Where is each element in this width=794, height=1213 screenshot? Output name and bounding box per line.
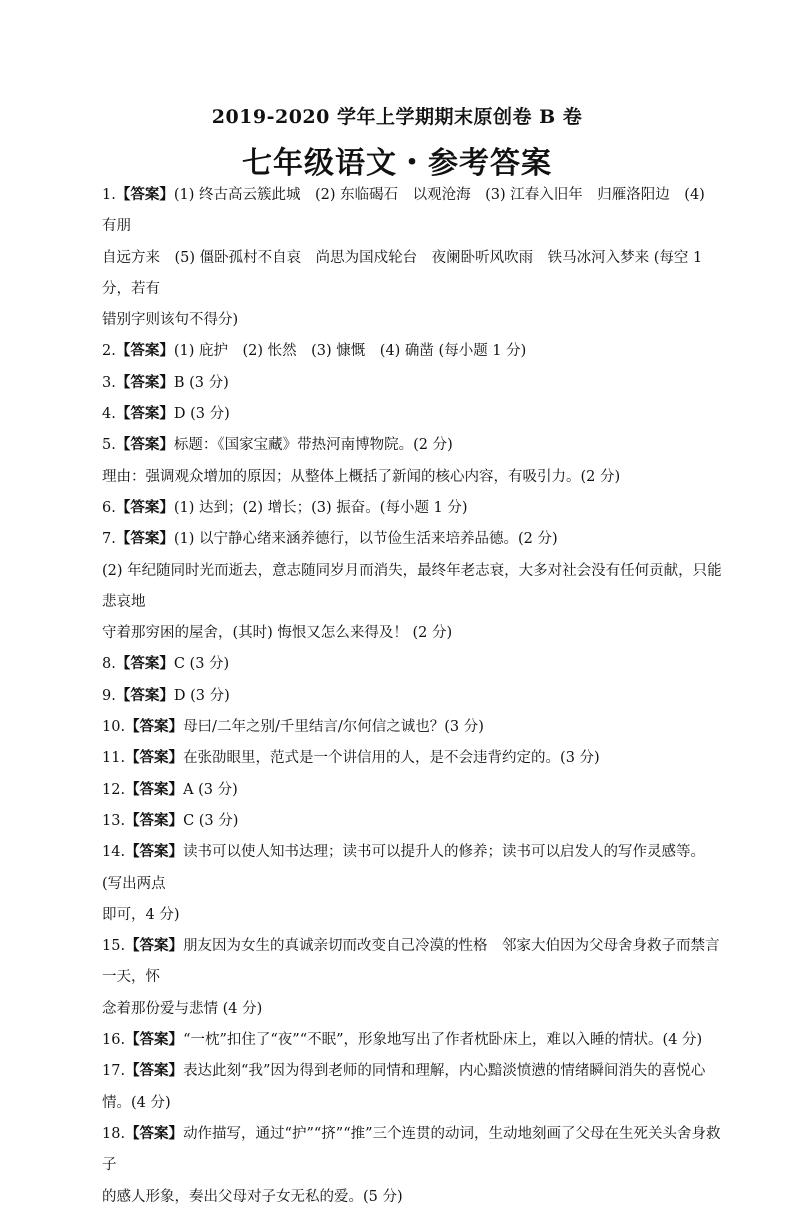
answer-tag: 【答案】 [125, 719, 184, 736]
answer-line [102, 556, 722, 619]
answer-item [102, 837, 722, 931]
question-number: 5. [102, 437, 116, 454]
answer-line [102, 618, 722, 649]
answer-text: 母曰/二年之别/千里结言/尔何信之诚也？(3 分) [183, 719, 484, 736]
answer-line [102, 493, 722, 524]
answer-item [102, 556, 722, 650]
answer-tag: 【答案】 [115, 656, 174, 673]
answer-line [102, 649, 722, 680]
answer-item [102, 180, 722, 336]
answer-tag: 【答案】 [115, 437, 174, 454]
answer-tag: 【答案】 [125, 812, 184, 829]
answer-text: C (3 分) [173, 656, 230, 673]
question-number: 6. [102, 499, 116, 516]
answer-text: 读书可以使人知书达理；读书可以提升人的修养；读书可以启发人的写作灵感等。(写出两点 [102, 844, 706, 892]
question-number: 17. [102, 1063, 126, 1080]
answer-item [102, 1025, 722, 1056]
answer-text: 表达此刻“我”因为得到老师的同情和理解，内心黯淡愤懑的情绪瞬间消失的喜悦心情。(4 分) [102, 1063, 706, 1111]
answer-item [102, 806, 722, 837]
answer-line [102, 180, 722, 243]
question-number: 11. [102, 750, 126, 767]
answer-tag: 【答案】 [115, 343, 174, 360]
answer-text: 即可，4 分) [102, 906, 180, 923]
answer-text: (1) 以宁静心绪来涵养德行，以节俭生活来培养品德。(2 分) [173, 531, 558, 548]
answer-tag: 【答案】 [115, 531, 174, 548]
answer-line [102, 712, 722, 743]
answer-item [102, 931, 722, 1025]
answer-item [102, 462, 722, 493]
question-number: 3. [102, 374, 116, 391]
answer-text: 理由：强调观众增加的原因；从整体上概括了新闻的核心内容，有吸引力。(2 分) [102, 468, 621, 485]
page-title: 七年级语文・参考答案 [242, 146, 552, 181]
answer-text: D (3 分) [173, 687, 230, 704]
answer-text: (1) 达到；(2) 增长；(3) 振奋。(每小题 1 分) [173, 499, 468, 516]
answer-tag: 【答案】 [115, 187, 174, 203]
question-number: 12. [102, 781, 126, 798]
answer-line [102, 243, 722, 306]
question-number: 8. [102, 656, 116, 673]
question-number: 16. [102, 1032, 126, 1049]
answer-item [102, 712, 722, 743]
answer-list [102, 180, 722, 1213]
answer-item [102, 336, 722, 367]
answer-tag: 【答案】 [125, 781, 184, 798]
answer-line [102, 1056, 722, 1119]
question-number: 14. [102, 844, 126, 861]
answer-tag: 【答案】 [125, 750, 184, 767]
answer-line [102, 837, 722, 900]
answer-text: 标题：《国家宝藏》带热河南博物院。(2 分) [173, 437, 453, 454]
answer-item [102, 524, 722, 555]
question-number: 15. [102, 938, 126, 955]
answer-line [102, 900, 722, 931]
answer-text: 的感人形象，奏出父母对子女无私的爱。(5 分) [102, 1188, 403, 1205]
answer-text: 朋友因为女生的真诚亲切而改变自己冷漠的性格 邻家大伯因为父母舍身救子而禁言一天，怀 [102, 938, 720, 986]
answer-text: “一枕”扣住了“夜”“不眠”，形象地写出了作者枕卧床上，难以入睡的情状。(4 分) [183, 1032, 703, 1049]
answer-item [102, 493, 722, 524]
answer-text: C (3 分) [183, 812, 239, 829]
answer-line [102, 1182, 722, 1213]
answer-tag: 【答案】 [125, 1032, 184, 1049]
answer-text: 错别字则该句不得分) [102, 312, 239, 329]
answer-line [102, 368, 722, 399]
answer-tag: 【答案】 [125, 938, 184, 955]
answer-line [102, 806, 722, 837]
answer-tag: 【答案】 [115, 499, 174, 516]
answer-text: 守着那穷困的屋舍，(其时) 悔恨又怎么来得及！ (2 分) [102, 625, 453, 642]
answer-text: 动作描写，通过“护”“挤”“推”三个连贯的动词，生动地刻画了父母在生死关头舍身救子 [102, 1125, 721, 1174]
answer-tag: 【答案】 [125, 844, 184, 861]
answer-text: 念着那份爱与悲情 (4 分) [102, 1000, 263, 1017]
question-number: 4. [102, 406, 116, 423]
question-number: 2. [102, 343, 116, 360]
answer-item [102, 775, 722, 806]
question-number: 1. [102, 187, 116, 203]
answer-line [102, 1025, 722, 1056]
answer-line [102, 931, 722, 994]
answer-line [102, 681, 722, 712]
answer-line [102, 994, 722, 1025]
answer-line [102, 743, 722, 774]
answer-item [102, 681, 722, 712]
answer-item [102, 1056, 722, 1119]
answer-line [102, 1119, 722, 1182]
answer-text: 自远方来 (5) 僵卧孤村不自哀 尚思为国戍轮台 夜阑卧听风吹雨 铁马冰河入梦来 (每空 1 分，若有 [102, 249, 703, 297]
answer-tag: 【答案】 [115, 687, 174, 704]
answer-line [102, 524, 722, 555]
answer-text: D (3 分) [173, 406, 230, 423]
answer-line [102, 399, 722, 430]
question-number: 10. [102, 719, 126, 736]
answer-line [102, 430, 722, 461]
answer-tag: 【答案】 [115, 406, 174, 423]
answer-text: (1) 庇护 (2) 怅然 (3) 慷慨 (4) 确凿 (每小题 1 分) [173, 343, 527, 360]
answer-text: (2) 年纪随同时光而逝去，意志随同岁月而消失，最终年老志衰，大多对社会没有任何贡献，只能悲哀地 [102, 562, 722, 610]
answer-tag: 【答案】 [115, 374, 174, 391]
question-number: 9. [102, 687, 116, 704]
answer-text: (1) 终古高云簇此城 (2) 东临碣石 以观沧海 (3) 江春入旧年 归雁洛阳边 (4) 有朋 [102, 187, 705, 235]
answer-line [102, 336, 722, 367]
answer-item [102, 649, 722, 680]
answer-line [102, 462, 722, 493]
answer-item [102, 743, 722, 774]
question-number: 18. [102, 1125, 126, 1142]
answer-item [102, 368, 722, 399]
answer-item [102, 399, 722, 430]
answer-item [102, 430, 722, 461]
question-number: 7. [102, 531, 116, 548]
answer-line [102, 775, 722, 806]
answer-line [102, 305, 722, 336]
question-number: 13. [102, 812, 126, 829]
exam-subtitle: 2019-2020 学年上学期期末原创卷 B 卷 [211, 106, 583, 128]
answer-item [102, 1119, 722, 1213]
answer-text: 在张劭眼里，范式是一个讲信用的人，是不会违背约定的。(3 分) [183, 750, 600, 767]
answer-text: B (3 分) [173, 374, 229, 391]
answer-text: A (3 分) [183, 781, 238, 798]
answer-tag: 【答案】 [125, 1125, 184, 1142]
answer-tag: 【答案】 [125, 1063, 184, 1080]
